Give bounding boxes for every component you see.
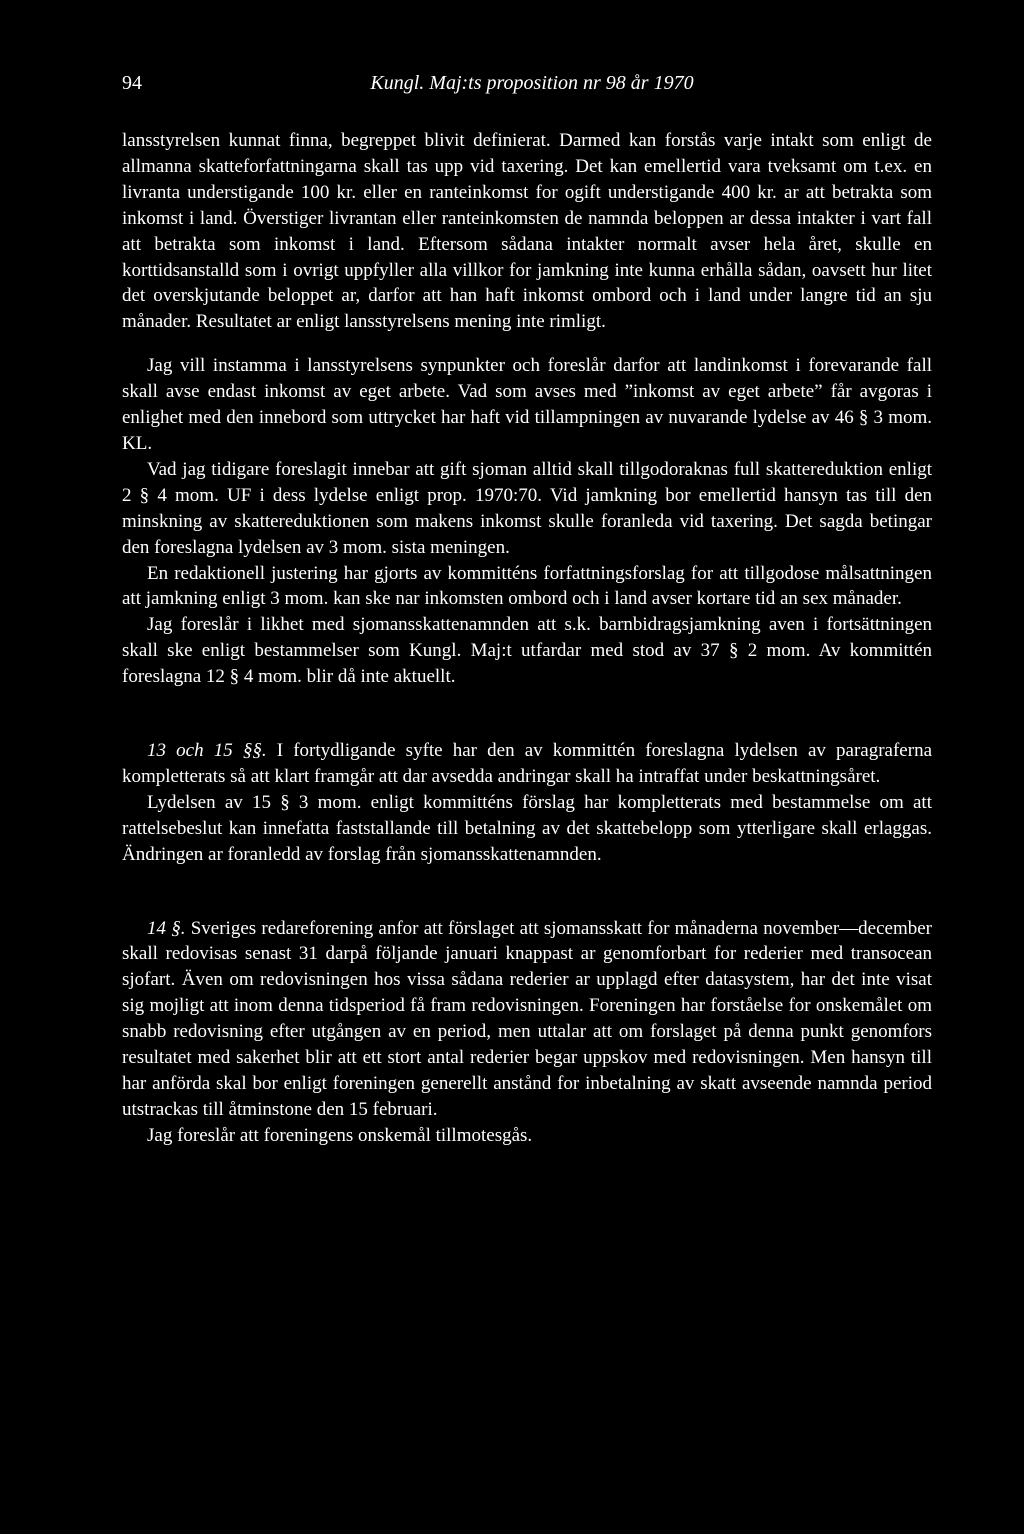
page-number: 94 [122, 72, 142, 94]
section-label: 13 och 15 §§. [147, 740, 267, 762]
paragraph-text: Sveriges redareforening anfor att förslaget att sjomansskatt for månaderna november—december skall redovisas senast 31 darpå följande januari knappast ar genomforbart for rederier med transocean sjofart. Även om redovisningen hos vissa sådana rederier ar upplagd efter datasystem, har det inte visat sig mojligt att inom denna tidsperiod få fram redovisningen. Foreningen har forståelse for onskemålet om snabb redovisning efter utgången av en period, men uttalar att om forslaget på denna punkt genomfors resultatet med sakerhet blir att ett stort antal rederier begar uppskov med redovisningen. Men hansyn till har anförda skal bor enligt foreningen generellt anstånd for inbetalning av skatt avseende namnda period utstrackas till åtminstone den 15 februari. [122, 917, 933, 1120]
paragraph: Vad jag tidigare foreslagit innebar att gift sjoman alltid skall tillgodoraknas full skattereduktion enligt 2 § 4 mom. UF i dess lydelse enligt prop. 1970:70. Vid jamkning bor emellertid hansyn tas till den minskning av skattereduktionen som makens inkomst skulle foranleda vid taxering. Det sagda betingar den foreslagna lydelsen av 3 mom. sista meningen. [122, 458, 932, 558]
paragraph: Jag foreslår att foreningens onskemål tillmotesgås. [147, 1124, 533, 1146]
paragraph: Jag vill instamma i lansstyrelsens synpunkter och foreslår darfor att landinkomst i forevarande fall skall avse endast inkomst av eget arbete. Vad som avses med ”inkomst av eget arbete” får avgoras i enlighet med den innebord som uttrycket har haft vid tillampningen av nuvarande lydelse av 46 § 3 mom. KL. [122, 355, 932, 454]
section-paragraph [122, 738, 932, 790]
running-title: Kungl. Maj:ts proposition nr 98 år 1970 [370, 72, 694, 94]
paragraph: Jag foreslår i likhet med sjomansskattenamnden att s.k. barnbidragsjamkning aven i fortsättningen skall ske enligt bestammelser som Kungl. Maj:t utfardar med stod av 37 § 2 mom. Av kommittén foreslagna 12 § 4 mom. blir då inte aktuellt. [122, 614, 932, 688]
paragraph: En redaktionell justering har gjorts av kommitténs forfattningsforslag for att tillgodose målsattningen att jamkning enligt 3 mom. kan ske nar inkomsten ombord och i land avser kortare tid an sex månader. [122, 562, 932, 610]
paragraph: Lydelsen av 15 § 3 mom. enligt kommitténs förslag har kompletterats med bestammelse om att rattelsebeslut kan innefatta faststallande till betalning av det skattebelopp som ytterligare skall erlaggas. Ändringen ar foranledd av forslag från sjomansskattenamnden. [122, 791, 932, 865]
page-header [122, 66, 942, 100]
paragraph: lansstyrelsen kunnat finna, begreppet blivit definierat. Darmed kan forstås varje intakt som enligt de allmanna skatteforfattningarna skall tas upp vid taxering. Det kan emellertid vara tveksamt om t.ex. en livranta understigande 100 kr. eller en ranteinkomst for ogift understigande 400 kr. ar att betrakta som inkomst i land. Överstiger livrantan eller ranteinkomsten de namnda beloppen ar dessa intakter i vart fall att betrakta som inkomst i land. Eftersom sådana intakter normalt avser hela året, skulle en korttidsanstalld som i ovrigt uppfyller alla villkor for jamkning inte kunna erhålla sådan, oavsett hur litet det overskjutande beloppet ar, darfor att han haft inkomst ombord och i land under langre tid an sju månader. Resultatet ar enligt lansstyrelsens mening inte rimligt. [122, 130, 932, 333]
section-label: 14 §. [147, 917, 186, 939]
body-text [122, 128, 932, 1149]
section-paragraph [122, 916, 932, 1123]
paragraph-text: I fortydligande syfte har den av kommittén foreslagna lydelsen av paragraferna kompletterats så att klart framgår att dar avsedda andringar skall ha intraffat under beskattningsåret. [122, 740, 932, 787]
